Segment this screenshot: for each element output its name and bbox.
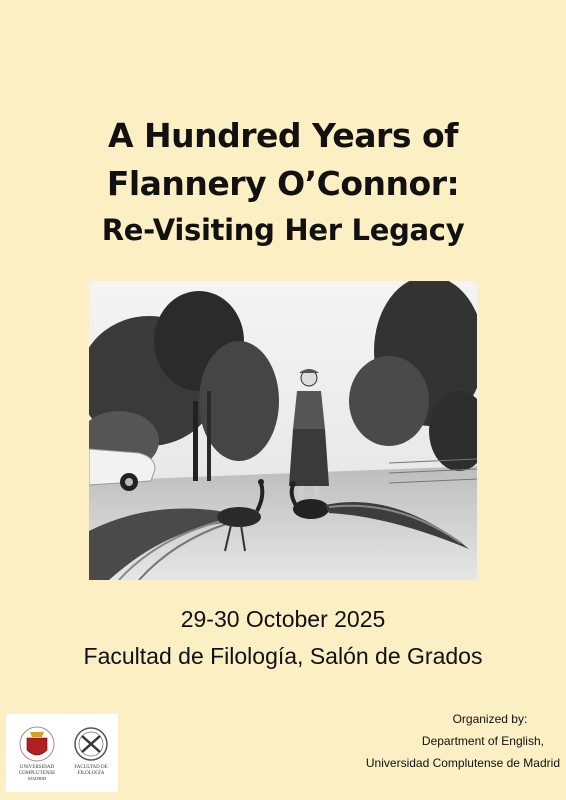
- ucm-logo: [12, 722, 62, 788]
- poster-title: [0, 112, 566, 252]
- logos-panel: [6, 714, 118, 792]
- organizer-university: Universidad Complutense de Madrid: [365, 756, 560, 770]
- fil-caption-2: FILOLOGÍA: [77, 771, 105, 776]
- photo-woman-with-peacocks: [89, 281, 477, 580]
- organizer-block: [366, 708, 560, 774]
- title-line-3: Re-Visiting Her Legacy: [101, 213, 465, 247]
- event-dates: 29-30 October 2025: [180, 606, 386, 632]
- title-line-1: A Hundred Years of: [108, 116, 458, 155]
- ucm-caption-3: MADRID: [27, 776, 47, 781]
- title-line-2: Flannery O’Connor:: [106, 164, 460, 203]
- ucm-caption-2: COMPLUTENSE: [18, 771, 56, 776]
- event-venue: Facultad de Filología, Salón de Grados: [83, 643, 483, 669]
- ucm-caption-1: UNIVERSIDAD: [19, 765, 55, 770]
- filologia-logo: [68, 722, 114, 788]
- organizer-label: Organized by:: [452, 712, 528, 726]
- fil-caption-1: FACULTAD DE: [74, 765, 108, 770]
- organizer-department: Department of English,: [421, 734, 544, 748]
